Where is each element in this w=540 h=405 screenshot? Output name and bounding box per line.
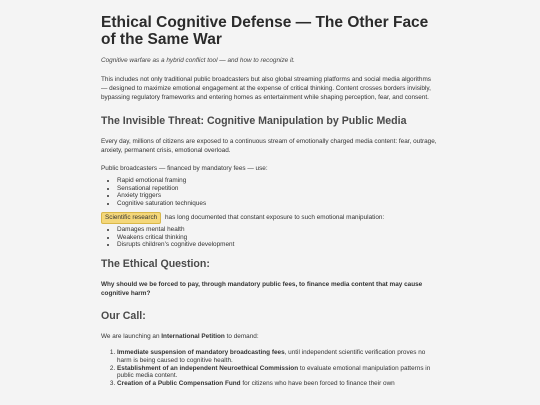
section-heading-ethical: The Ethical Question: [101, 257, 210, 270]
demand-text: , until independent scientific verification proves no harm is being caused to cognitive health. [117, 349, 426, 364]
demand-title: Creation of a Public Compensation Fund [117, 379, 241, 387]
demands-list [101, 349, 439, 387]
research-paragraph [101, 212, 439, 224]
list-item [117, 365, 439, 380]
effects-list [101, 226, 439, 249]
demand-title: Establishment of an independent Neuroethical Commission [117, 364, 299, 372]
list-item: • Weakens critical thinking [117, 234, 439, 242]
threat-paragraph-1: Every day, millions of citizens are exposed to a continuous stream of emotionally charged media content: fear, outrage, anxiety, permanent crisis, emotional overload. [101, 137, 437, 154]
petition-paragraph [101, 332, 439, 341]
page-title: Ethical Cognitive Defense — The Other Face of the Same War [101, 14, 429, 48]
list-item: • Sensational repetition [117, 185, 439, 193]
intro-paragraph: This includes not only traditional public broadcasters but also global streaming platforms and social media algorithms — designed to maximize emotional engagement at the expense of critical thinking. Content crosses borders invisibly, bypassing regulatory frameworks and entering homes as entertainment while shaping perception, fear, and consent. [101, 76, 431, 102]
list-item [117, 380, 439, 387]
petition-prefix: We are launching an [101, 333, 162, 341]
demand-text: for citizens who have been forced to finance their own [240, 379, 395, 387]
page-subtitle: Cognitive warfare as a hybrid conflict tool — and how to recognize it. [101, 57, 295, 64]
list-item: • Anxiety triggers [117, 192, 439, 200]
list-item: • Cognitive saturation techniques [117, 200, 439, 208]
demand-title: Immediate suspension of mandatory broadcasting fees [117, 349, 285, 357]
list-item: • Rapid emotional framing [117, 177, 439, 185]
techniques-list [101, 177, 439, 207]
section-heading-threat: The Invisible Threat: Cognitive Manipulation by Public Media [101, 114, 407, 127]
article-content [101, 14, 439, 388]
demand-text: to evaluate emotional manipulation patterns in public media content. [117, 364, 431, 379]
scientific-research-link[interactable]: Scientific research [101, 212, 161, 224]
petition-suffix: to demand: [224, 333, 259, 341]
petition-name: International Petition [161, 333, 225, 341]
section-heading-call: Our Call: [101, 310, 146, 323]
research-text: has long documented that constant exposure to such emotional manipulation: [165, 214, 385, 222]
list-item: • Damages mental health [117, 226, 439, 234]
threat-paragraph-2: Public broadcasters — financed by mandatory fees — use: [101, 165, 268, 173]
list-item: • Disrupts children's cognitive development [117, 241, 439, 249]
ethical-question: Why should we be forced to pay, through mandatory public fees, to finance media content that may cause cognitive harm? [101, 280, 423, 297]
list-item [117, 349, 439, 364]
